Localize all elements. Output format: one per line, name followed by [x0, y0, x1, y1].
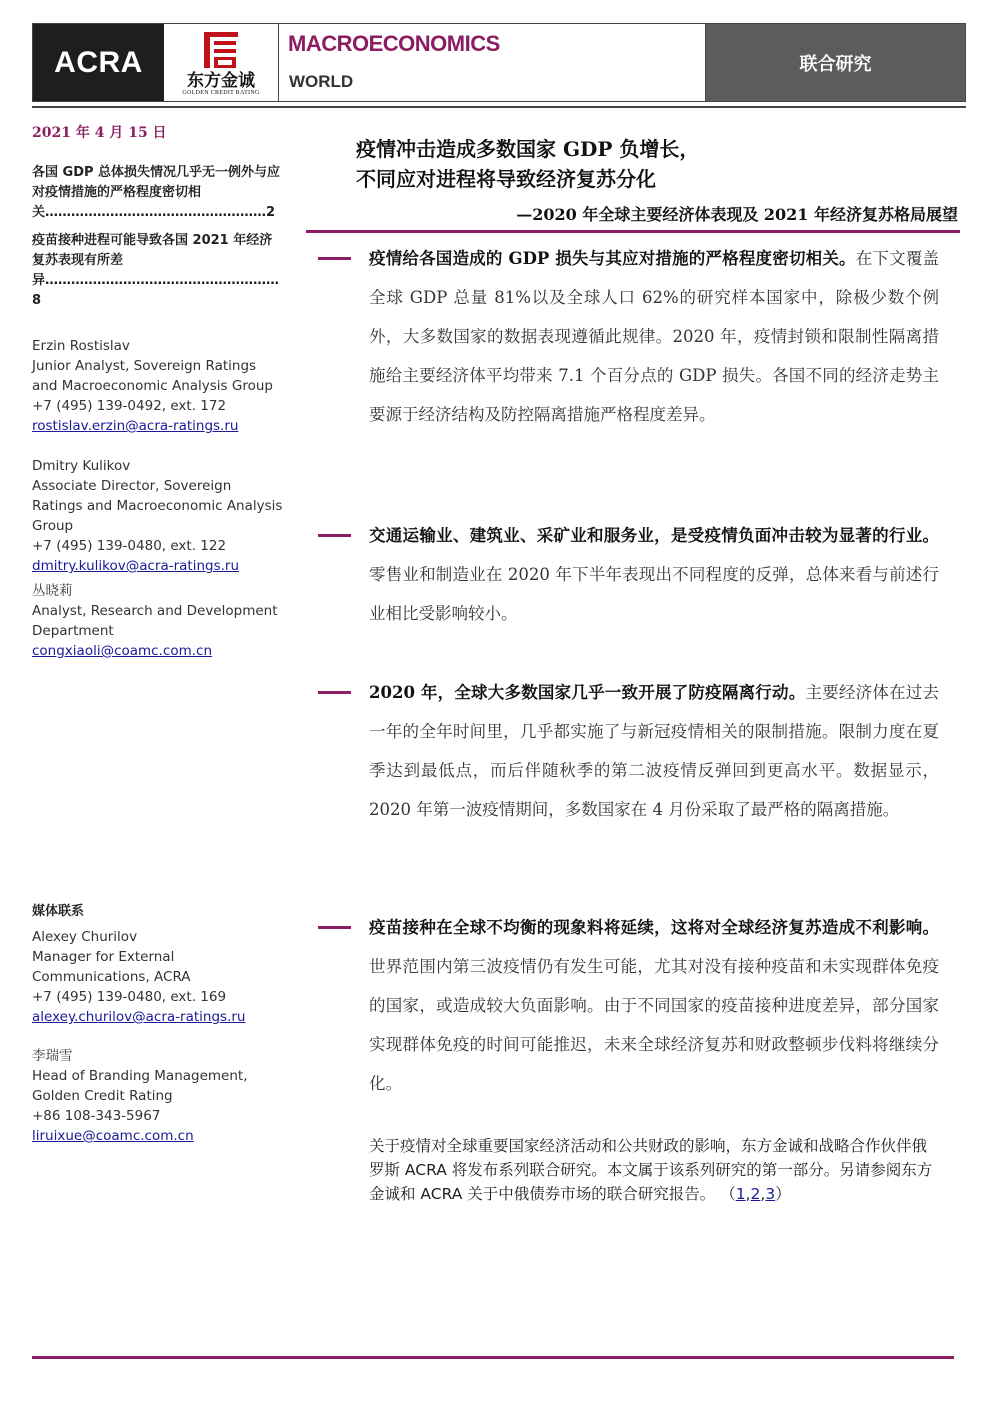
author-title: Analyst, Research and Development Department	[32, 603, 278, 639]
paragraph-lead: 2020 年，全球大多数国家几乎一致开展了防疫隔离行动。	[369, 683, 806, 702]
acra-logo: ACRA	[33, 24, 164, 101]
golden-credit-logo	[164, 24, 279, 101]
paragraph-body: 零售业和制造业在 2020 年下半年表现出不同程度的反弹，总体来看与前述行业相比受影响较小。	[369, 565, 939, 623]
golden-credit-seal-icon	[201, 30, 241, 70]
contact-phone: +86 108-343-5967	[32, 1108, 161, 1124]
table-of-contents	[32, 163, 284, 319]
author-contact	[32, 336, 284, 436]
media-contact	[32, 1046, 284, 1146]
paragraph-body: 主要经济体在过去一年的全年时间里，几乎都实施了与新冠疫情相关的限制措施。限制力度在夏季达到最低点，而后伴随秋季的第二波疫情反弹回到更高水平。数据显示，2020 年第一波疫情期间，多数国家在 4 月份采取了最严格的隔离措施。	[369, 683, 940, 819]
paragraph-body: 在下文覆盖全球 GDP 总量 81%以及全球人口 62%的研究样本国家中，除极少数个例外，大多数国家的数据表现遵循此规律。2020 年，疫情封锁和限制性隔离措施给主要经济体平均带来 7.1 个百分点的 GDP 损失。各国不同的经济走势主要源于经济结构及防控隔离措施严格程度差异。	[369, 249, 940, 424]
author-name: Erzin Rostislav	[32, 338, 130, 354]
report-link-2[interactable]: 2	[750, 1185, 761, 1203]
paragraph-lead: 疫情给各国造成的 GDP 损失与其应对措施的严格程度密切相关。	[369, 249, 856, 268]
author-phone: +7 (495) 139-0480, ext. 122	[32, 538, 227, 554]
media-contact	[32, 927, 284, 1027]
section-title: MACROECONOMICS	[288, 31, 500, 56]
toc-item[interactable]: 疫苗接种进程可能导致各国 2021 年经济复苏表现有所差异………………………………………………8	[32, 233, 280, 308]
author-contact	[32, 456, 284, 576]
summary-paragraph	[369, 908, 939, 1103]
paragraph-lead: 疫苗接种在全球不均衡的现象料将延续，这将对全球经济复苏造成不利影响。	[369, 918, 939, 937]
report-date: 2021 年 4 月 15 日	[32, 125, 167, 141]
author-email-link[interactable]: dmitry.kulikov@acra-ratings.ru	[32, 558, 240, 574]
header-divider	[32, 106, 966, 108]
contact-name: 李瑞雪	[32, 1048, 73, 1064]
report-link-3[interactable]: 3	[765, 1185, 776, 1203]
report-title: 疫情冲击造成多数国家 GDP 负增长， 不同应对进程将导致经济复苏分化	[356, 137, 700, 191]
author-phone: +7 (495) 139-0492, ext. 172	[32, 398, 227, 414]
summary-paragraph	[369, 516, 939, 633]
contact-email-link[interactable]: liruixue@coamc.com.cn	[32, 1128, 194, 1144]
summary-paragraph	[369, 239, 939, 434]
gcr-english-name: GOLDEN CREDIT RATING	[182, 89, 260, 96]
toc-item[interactable]: 各国 GDP 总体损失情况几乎无一例外与应对疫情措施的严格程度密切相关……………………………………………2	[32, 165, 281, 220]
report-link-1[interactable]: 1	[735, 1185, 746, 1203]
note-text: 关于疫情对全球重要国家经济活动和公共财政的影响，东方金诚和战略合作伙伴俄罗斯 ACRA 将发布系列联合研究。本文属于该系列研究的第一部分。另请参阅东方金诚和 ACRA 关于中俄债券市场的联合研究报告。	[369, 1137, 933, 1203]
paragraph-lead: 交通运输业、建筑业、采矿业和服务业，是受疫情负面冲击较为显著的行业。	[369, 526, 939, 545]
contact-title: Head of Branding Management, Golden Credit Rating	[32, 1068, 248, 1104]
section-bullet	[318, 534, 351, 537]
series-note: 关于疫情对全球重要国家经济活动和公共财政的影响，东方金诚和战略合作伙伴俄罗斯 ACRA 将发布系列联合研究。本文属于该系列研究的第一部分。另请参阅东方金诚和 ACRA 关于中俄债券市场的联合研究报告。 （1,2,3）	[369, 1137, 933, 1203]
contact-email-link[interactable]: alexey.churilov@acra-ratings.ru	[32, 1009, 246, 1025]
paragraph-body: 世界范围内第三波疫情仍有发生可能，尤其对没有接种疫苗和未实现群体免疫的国家，或造成较大负面影响。由于不同国家的疫苗接种进度差异，部分国家实现群体免疫的时间可能推迟，未来全球经济复苏和财政整顿步伐料将继续分化。	[369, 957, 939, 1093]
section-bullet	[318, 257, 351, 260]
author-title: Junior Analyst, Sovereign Ratings and Macroeconomic Analysis Group	[32, 358, 273, 394]
report-subtitle: —2020 年全球主要经济体表现及 2021 年经济复苏格局展望	[516, 205, 958, 224]
joint-research-label: 联合研究	[706, 24, 965, 101]
author-contact	[32, 581, 284, 661]
section-subtitle: WORLD	[289, 72, 354, 91]
contact-title: Manager for External Communications, ACRA	[32, 949, 191, 985]
gcr-chinese-name: 东方金诚	[187, 70, 255, 91]
author-name: 丛晓莉	[32, 583, 73, 599]
media-contact-heading: 媒体联系	[32, 904, 85, 919]
summary-paragraph	[369, 673, 939, 829]
author-name: Dmitry Kulikov	[32, 458, 131, 474]
title-divider	[306, 230, 960, 233]
contact-name: Alexey Churilov	[32, 929, 138, 945]
author-title: Associate Director, Sovereign Ratings and Macroeconomic Analysis Group	[32, 478, 283, 534]
contact-phone: +7 (495) 139-0480, ext. 169	[32, 989, 227, 1005]
footer-divider	[32, 1356, 954, 1359]
author-email-link[interactable]: rostislav.erzin@acra-ratings.ru	[32, 418, 239, 434]
section-bullet	[318, 691, 351, 694]
report-header	[32, 23, 966, 102]
section-title-box	[279, 24, 706, 101]
section-bullet	[318, 926, 351, 929]
author-email-link[interactable]: congxiaoli@coamc.com.cn	[32, 643, 213, 659]
